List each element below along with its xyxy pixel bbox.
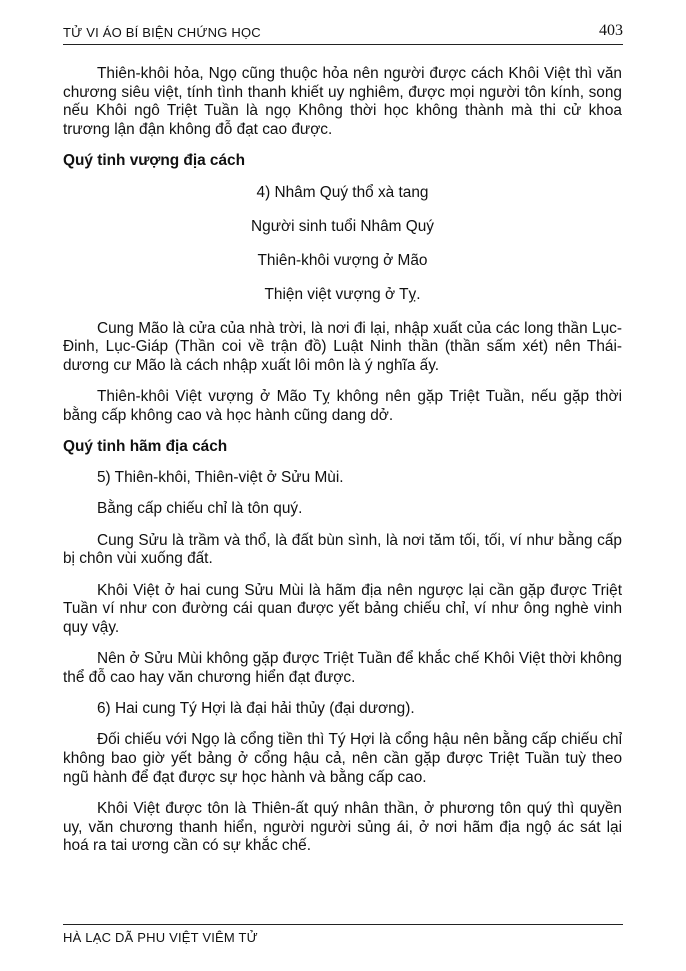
section-heading: Quý tinh vượng địa cách: [63, 152, 246, 170]
paragraph: Khôi Việt được tôn là Thiên-ất quý nhân thần, ở phương tôn quý thì quyền uy, văn chương thanh hiển, người người sủng ái, ở nơi hãm địa ngộ ác sát lại hoá ra tai ương cần có sự khắc chế.: [63, 799, 622, 855]
paragraph: Thiên-khôi hỏa, Ngọ cũng thuộc hỏa nên người được cách Khôi Việt thì văn chương siêu việt, tính tình thanh khiết uy nghiêm, được mọi người tôn kính, song nếu Khôi ngô Triệt Tuần là ngọ Không thời học không thành mà thi cử khoa trương lận đận không đỗ đạt cao được.: [63, 65, 622, 139]
page-body: [63, 65, 622, 868]
page-footer: [63, 924, 623, 945]
footer-author: HÀ LẠC DÃ PHU VIỆT VIÊM TỬ: [63, 930, 258, 945]
paragraph: 6) Hai cung Tý Hợi là đại hải thủy (đại dương).: [97, 700, 415, 718]
paragraph: Thiên-khôi Việt vượng ở Mão Tỵ không nên gặp Triệt Tuần, nếu gặp thời bằng cấp không cao và học hành cũng dang dở.: [63, 388, 622, 424]
paragraph: Cung Sửu là trầm và thổ, là đất bùn sình, là nơi tăm tối, tối, ví như bằng cấp bị chôn vùi xuống đất.: [63, 531, 622, 568]
centered-line: Thiên-khôi vượng ở Mão: [257, 251, 428, 269]
paragraph: Khôi Việt ở hai cung Sửu Mùi là hãm địa nên ngược lại cần gặp được Triệt Tuần ví như con đường cái quan được yết bảng chiếu chỉ, ví như ông nghè vinh quy vậy.: [63, 581, 622, 636]
paragraph: Bằng cấp chiếu chỉ là tôn quý.: [97, 500, 303, 518]
paragraph: Cung Mão là cửa của nhà trời, là nơi đi lại, nhập xuất của các long thần Lục-Đinh, Lục-Giáp (Thần coi về trận đồ) Luật Ninh thần (thần sấm xét) nên Thái-dương cư Mão là cách nhập xuất lôi môn là ý nghĩa ấy.: [63, 319, 622, 374]
paragraph: Nên ở Sửu Mùi không gặp được Triệt Tuần để khắc chế Khôi Việt thời không thể đỗ cao hay văn chương hiển đạt được.: [63, 650, 622, 686]
page-number: 403: [599, 22, 623, 39]
centered-line: Thiện việt vượng ở Tỵ.: [264, 285, 421, 303]
running-title: TỬ VI ÁO BÍ BIỆN CHỨNG HỌC: [63, 25, 261, 40]
page-header: [63, 22, 623, 45]
centered-line: 4) Nhâm Quý thổ xà tang: [256, 183, 429, 201]
section-heading: Quý tinh hãm địa cách: [63, 438, 228, 456]
paragraph: 5) Thiên-khôi, Thiên-việt ở Sửu Mùi.: [97, 469, 344, 487]
centered-line: Người sinh tuổi Nhâm Quý: [251, 217, 434, 235]
paragraph: Đối chiếu với Ngọ là cổng tiền thì Tý Hợi là cổng hậu nên bằng cấp chiếu chỉ không bao giờ yết bảng ở cổng hậu cả, nên cần gặp được Triệt Tuần tuỳ theo ngũ hành để đạt được sự học hành và bằng cấp cao.: [63, 731, 622, 786]
